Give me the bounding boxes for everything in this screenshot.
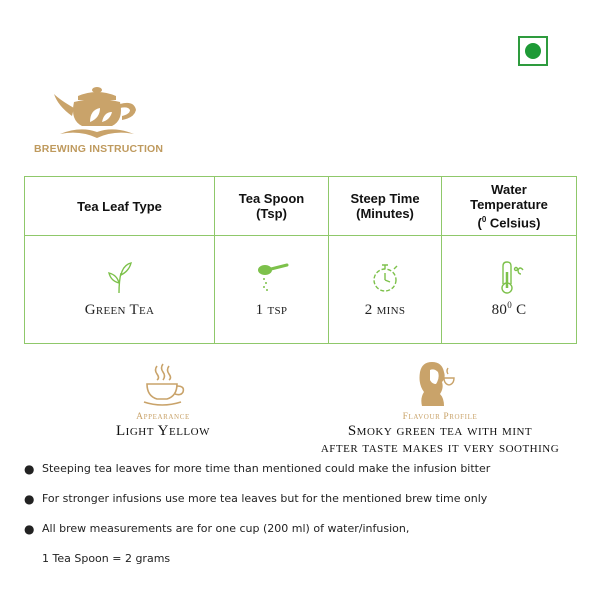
header-tea-spoon — [215, 177, 329, 236]
note-text: Steeping tea leaves for more time than mentioned could make the infusion bitter — [42, 462, 491, 475]
flavour-profile-label: Flavour Profile — [402, 412, 478, 422]
value-tea-spoon-text: 1 tsp — [255, 301, 288, 318]
tea-cup-icon — [141, 362, 187, 408]
teaspoon-icon — [255, 261, 289, 295]
bullet-icon: ● — [24, 522, 35, 536]
thermometer-icon — [494, 260, 524, 294]
leaf-icon — [107, 261, 133, 295]
header-temp-line1: Water — [491, 181, 527, 197]
veg-mark-dot — [525, 43, 541, 59]
header-temp-line3: Celsius) — [486, 215, 541, 231]
header-leaf-type-label: Tea Leaf Type — [77, 198, 162, 214]
value-temp-unit: C — [512, 302, 527, 318]
flavour-profile-line2: after taste makes it very soothing — [320, 440, 560, 456]
header-steep-line1: Steep Time — [350, 191, 420, 206]
list-item — [22, 492, 582, 522]
note-text: For stronger infusions use more tea leaves but for the mentioned brew time only — [42, 492, 488, 505]
header-spoon-line2: (Tsp) — [256, 206, 287, 221]
table-value-row — [25, 236, 577, 344]
header-leaf-type — [25, 177, 215, 236]
value-temp-degree: 0 — [507, 300, 513, 310]
header-steep-time — [329, 177, 442, 236]
value-leaf-type-text: Green Tea — [84, 301, 155, 318]
table-header-row — [25, 177, 577, 236]
header-spoon-line1: Tea Spoon — [238, 191, 305, 206]
brewing-notes-list — [22, 462, 582, 552]
value-tea-spoon — [215, 236, 329, 344]
value-leaf-type — [25, 236, 215, 344]
bullet-icon: ● — [24, 462, 35, 476]
veg-mark-icon — [518, 36, 548, 66]
teaspoon-gram-note: 1 Tea Spoon = 2 grams — [42, 552, 171, 565]
list-item — [22, 522, 582, 552]
bullet-icon: ● — [24, 492, 35, 506]
value-steep-time-text: 2 mins — [364, 301, 406, 318]
brewing-table — [24, 176, 577, 344]
stopwatch-icon — [370, 261, 400, 295]
value-temp-number: 80 — [491, 302, 508, 318]
header-water-temperature: Water Temperature ($^0$ Celsius) — [442, 177, 577, 236]
teapot-logo-icon — [50, 82, 144, 142]
value-water-temperature — [442, 236, 577, 344]
woman-sipping-tea-icon — [414, 358, 458, 408]
appearance-value: Light Yellow — [116, 423, 210, 439]
value-temp-text — [492, 302, 527, 318]
header-steep-line2: (Minutes) — [356, 206, 414, 221]
flavour-profile-line1: Smoky green tea with mint — [347, 423, 533, 439]
appearance-label: Appearance — [136, 412, 190, 422]
header-temp-degree: 0 — [481, 214, 487, 224]
header-temp-line2: Temperature — [470, 196, 548, 212]
note-text: All brew measurements are for one cup (200 ml) of water/infusion, — [42, 522, 410, 535]
value-steep-time — [329, 236, 442, 344]
list-item — [22, 462, 582, 492]
section-title: BREWING INSTRUCTION — [34, 143, 164, 155]
